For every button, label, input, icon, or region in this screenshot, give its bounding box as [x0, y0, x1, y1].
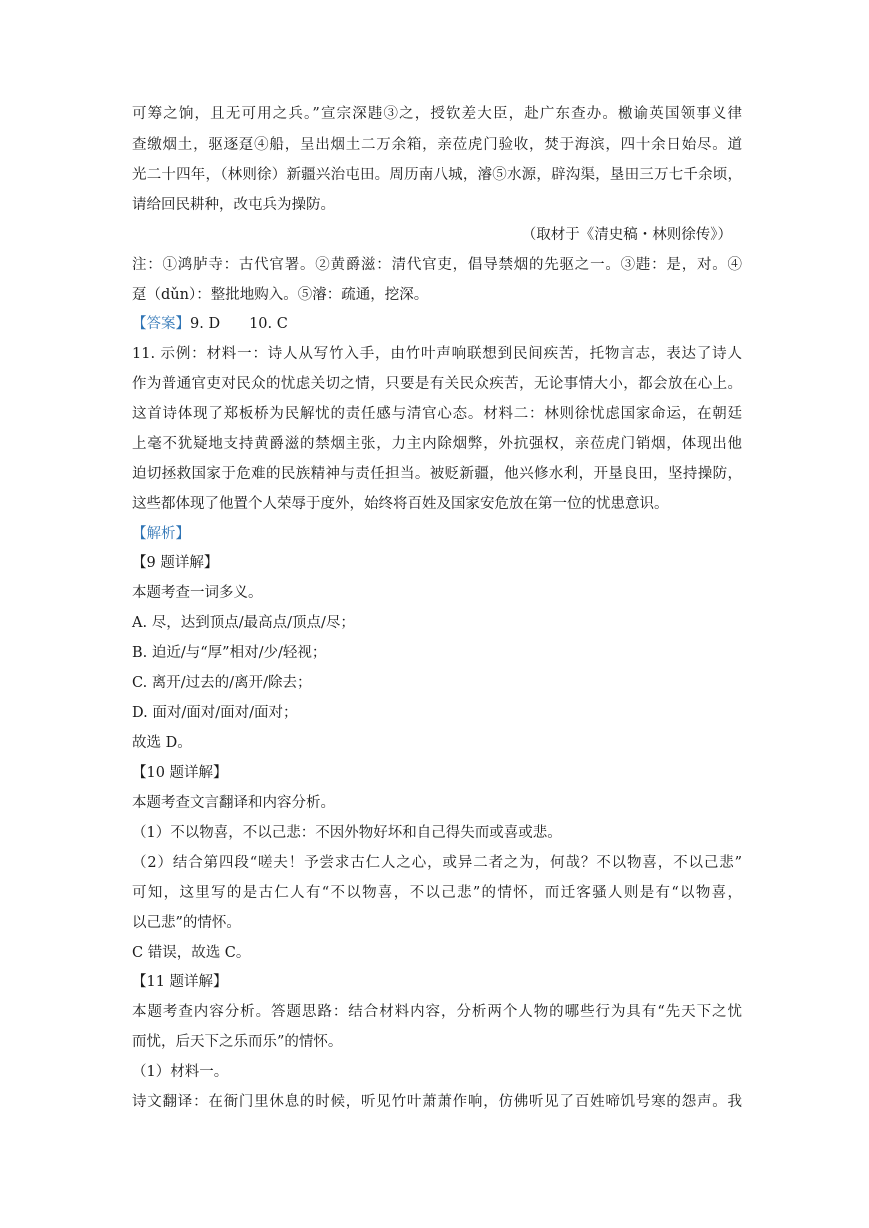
q11-answer-line-3: 这首诗体现了郑板桥为民解忧的责任感与清官心态。材料二：林则徐忧虑国家命运，在朝廷 [132, 406, 742, 422]
q9-option-a: A. 尽，达到顶点/最高点/顶点/尽； [132, 615, 355, 631]
q10-intro: 本题考查文言翻译和内容分析。 [132, 795, 335, 811]
notes-line-2: 趸（dǔn）：整批地购入。⑤濬：疏通，挖深。 [132, 287, 429, 303]
passage-line-1: 可筹之饷，且无可用之兵。”宣宗深韪③之，授钦差大臣，赴广东查办。檄谕英国领事义律 [132, 106, 742, 122]
q10-conclusion: C 错误，故选 C。 [132, 945, 251, 961]
q10-point-2-line-1: （2）结合第四段“嗟夫！予尝求古仁人之心，或异二者之为，何哉？不以物喜，不以己悲” [132, 855, 742, 871]
q11-answer-line-5: 迫切拯救国家于危难的民族精神与责任担当。被贬新疆，他兴修水利，开垦良田，坚持操防， [132, 466, 742, 482]
q11-point-1: （1）材料一。 [132, 1064, 229, 1080]
q9-option-c: C. 离开/过去的/离开/除去； [132, 675, 312, 691]
q9-option-b: B. 迫近/与“厚”相对/少/轻视； [132, 645, 327, 661]
q10-point-2-line-2: 可知，这里写的是古仁人有“不以物喜，不以己悲”的情怀，而迁客骚人则是有“以物喜， [132, 885, 742, 901]
answer-label: 【答案】 [132, 316, 190, 332]
q9-heading: 【9 题详解】 [132, 555, 219, 571]
q11-answer-line-1: 11. 示例：材料一：诗人从写竹入手，由竹叶声响联想到民间疾苦，托物言志，表达了诗人 [132, 346, 742, 362]
q11-intro-line-2: 而忧，后天下之乐而乐”的情怀。 [132, 1034, 343, 1050]
passage-line-2: 查缴烟土，驱逐趸④船，呈出烟土二万余箱，亲莅虎门验收，焚于海滨，四十余日始尽。道 [132, 137, 742, 153]
passage-line-4: 请给回民耕种，改屯兵为操防。 [132, 197, 335, 213]
q10-point-1: （1）不以物喜，不以己悲：不因外物好坏和自己得失而或喜或悲。 [132, 825, 562, 841]
q11-heading: 【11 题详解】 [132, 974, 228, 990]
q9-intro: 本题考查一词多义。 [132, 585, 263, 601]
q11-answer-line-4: 上毫不犹疑地支持黄爵滋的禁烟主张，力主内除烟弊，外抗强权，亲莅虎门销烟，体现出他 [132, 436, 742, 452]
passage-source: （取材于《清史稿・林则徐传》） [521, 227, 732, 243]
q9-conclusion: 故选 D。 [132, 735, 192, 751]
passage-line-3: 光二十四年，（林则徐）新疆兴治屯田。周历南八城，濬⑤水源，辟沟渠，垦田三万七千余顷， [132, 167, 742, 183]
q10-point-2-line-3: 以己悲”的情怀。 [132, 915, 241, 931]
q11-intro-line-1: 本题考查内容分析。答题思路：结合材料内容，分析两个人物的哪些行为具有“先天下之忧 [132, 1004, 742, 1020]
q10-heading: 【10 题详解】 [132, 765, 228, 781]
answer-values: 9. D 10. C [190, 316, 288, 332]
notes-line-1: 注：①鸿胪寺：古代官署。②黄爵滋：清代官吏，倡导禁烟的先驱之一。③韪：是，对。④ [132, 257, 742, 273]
q11-answer-line-2: 作为普通官吏对民众的忧虑关切之情，只要是有关民众疾苦，无论事情大小，都会放在心上。 [132, 376, 742, 392]
q11-translation: 诗文翻译：在衙门里休息的时候，听见竹叶萧萧作响，仿佛听见了百姓啼饥号寒的怨声。我 [132, 1094, 742, 1110]
answer-row [132, 314, 742, 334]
analysis-label: 【解析】 [132, 526, 190, 542]
q9-option-d: D. 面对/面对/面对/面对； [132, 705, 298, 721]
q11-answer-line-6: 这些都体现了他置个人荣辱于度外，始终将百姓及国家安危放在第一位的忧患意识。 [132, 496, 669, 512]
